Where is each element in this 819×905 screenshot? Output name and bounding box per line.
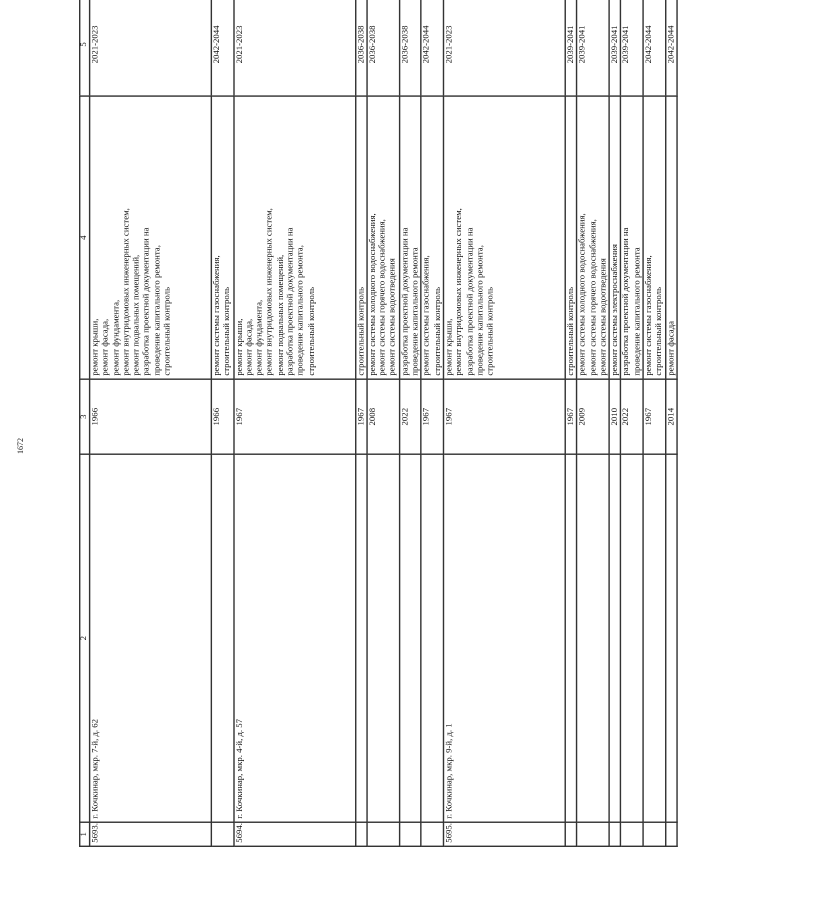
table-header [80, 0, 90, 846]
row-number-cell [577, 822, 609, 846]
table-row [565, 0, 577, 846]
period-cell: 2039-2041 [621, 0, 643, 96]
row-number-cell [609, 822, 621, 846]
address-cell [643, 454, 665, 822]
row-number-cell [355, 822, 367, 846]
address-cell [421, 454, 443, 822]
address-cell [399, 454, 421, 822]
work-type-cell: ремонт системы газоснабжения, строительный контроль [211, 96, 233, 379]
year-cell: 2014 [665, 379, 677, 454]
work-type-cell: ремонт крыши, ремонт внутридомовых инженерных систем, разработка проектной документации на проведение капитального ремонта, строительный контроль [443, 96, 565, 379]
row-number-cell [621, 822, 643, 846]
year-cell: 1967 [565, 379, 577, 454]
column-header-4: 4 [80, 96, 90, 379]
work-type-cell: ремонт системы газоснабжения, строительный контроль [643, 96, 665, 379]
address-cell: г. Кочкинар, мкр. 4-й, д. 57 [233, 454, 355, 822]
work-type-cell: ремонт фасада [665, 96, 677, 379]
address-cell [565, 454, 577, 822]
row-number-cell [565, 822, 577, 846]
table-row [233, 0, 355, 846]
work-type-cell: ремонт крыши, ремонт фасада, ремонт фундамента, ремонт внутридомовых инженерных систем, ремонт подвальных помещений, разработка проектной документации на проведение капитального ремонта, строительный контроль [90, 96, 212, 379]
period-cell: 2036-2038 [355, 0, 367, 96]
period-cell: 2042-2044 [643, 0, 665, 96]
column-header-3: 3 [80, 379, 90, 454]
address-cell: г. Кочкинар, мкр. 9-й, д. 1 [443, 454, 565, 822]
address-cell [665, 454, 677, 822]
work-type-cell: разработка проектной документации на проведение капитального ремонта [621, 96, 643, 379]
work-type-cell: ремонт системы холодного водоснабжения, ремонт системы горячего водоснабжения, ремонт системы водоотведения [577, 96, 609, 379]
work-type-cell: разработка проектной документации на проведение капитального ремонта [399, 96, 421, 379]
row-number-cell: 5695. [443, 822, 565, 846]
year-cell: 2010 [609, 379, 621, 454]
period-cell: 2021-2023 [233, 0, 355, 96]
row-number-cell [421, 822, 443, 846]
row-number-cell [665, 822, 677, 846]
period-cell: 2042-2044 [211, 0, 233, 96]
table-row [211, 0, 233, 846]
row-number-cell [211, 822, 233, 846]
address-cell [577, 454, 609, 822]
table-row [665, 0, 677, 846]
address-cell [211, 454, 233, 822]
address-cell [367, 454, 399, 822]
table-row [399, 0, 421, 846]
address-cell [609, 454, 621, 822]
row-number-cell: 5693. [90, 822, 212, 846]
table-row [643, 0, 665, 846]
year-cell: 2009 [577, 379, 609, 454]
period-cell: 2039-2041 [565, 0, 577, 96]
row-number-cell [367, 822, 399, 846]
year-cell: 1967 [355, 379, 367, 454]
table-row [443, 0, 565, 846]
work-type-cell: ремонт системы холодного водоснабжения, ремонт системы горячего водоснабжения, ремонт системы водоотведения [367, 96, 399, 379]
table-row [621, 0, 643, 846]
table-row [367, 0, 399, 846]
work-type-cell: строительный контроль [565, 96, 577, 379]
period-cell: 2036-2038 [367, 0, 399, 96]
address-cell [621, 454, 643, 822]
year-cell: 2022 [621, 379, 643, 454]
row-number-cell [643, 822, 665, 846]
document-table-rotated [79, 0, 819, 847]
year-cell: 1967 [421, 379, 443, 454]
table-row [355, 0, 367, 846]
address-cell: г. Кочкинар, мкр. 7-й, д. 62 [90, 454, 212, 822]
work-type-cell: ремонт крыши, ремонт фасада, ремонт фундамента, ремонт внутридомовых инженерных систем, ремонт подвальных помещений, разработка проектной документации на проведение капитального ремонта, строительный контроль [233, 96, 355, 379]
period-cell: 2042-2044 [421, 0, 443, 96]
page-number: 1672 [16, 438, 25, 454]
year-cell: 1967 [443, 379, 565, 454]
year-cell: 1966 [90, 379, 212, 454]
table-row [609, 0, 621, 846]
work-type-cell: строительный контроль [355, 96, 367, 379]
column-number-row [80, 0, 90, 846]
table-row [90, 0, 212, 846]
year-cell: 1966 [211, 379, 233, 454]
period-cell: 2042-2044 [665, 0, 677, 96]
period-cell: 2021-2023 [90, 0, 212, 96]
period-cell: 2021-2023 [443, 0, 565, 96]
address-cell [355, 454, 367, 822]
year-cell: 1967 [643, 379, 665, 454]
row-number-cell: 5694. [233, 822, 355, 846]
period-cell: 2039-2041 [577, 0, 609, 96]
work-type-cell: ремонт системы газоснабжения, строительный контроль [421, 96, 443, 379]
year-cell: 1967 [233, 379, 355, 454]
table-row [421, 0, 443, 846]
year-cell: 2008 [367, 379, 399, 454]
column-header-1: 1 [80, 822, 90, 846]
column-header-2: 2 [80, 454, 90, 822]
period-cell: 2039-2041 [609, 0, 621, 96]
capital-repair-table [79, 0, 678, 847]
work-type-cell: ремонт системы электроснабжения [609, 96, 621, 379]
period-cell: 2036-2038 [399, 0, 421, 96]
column-header-5: 5 [80, 0, 90, 96]
row-number-cell [399, 822, 421, 846]
table-body [90, 0, 677, 846]
year-cell: 2022 [399, 379, 421, 454]
table-row [577, 0, 609, 846]
